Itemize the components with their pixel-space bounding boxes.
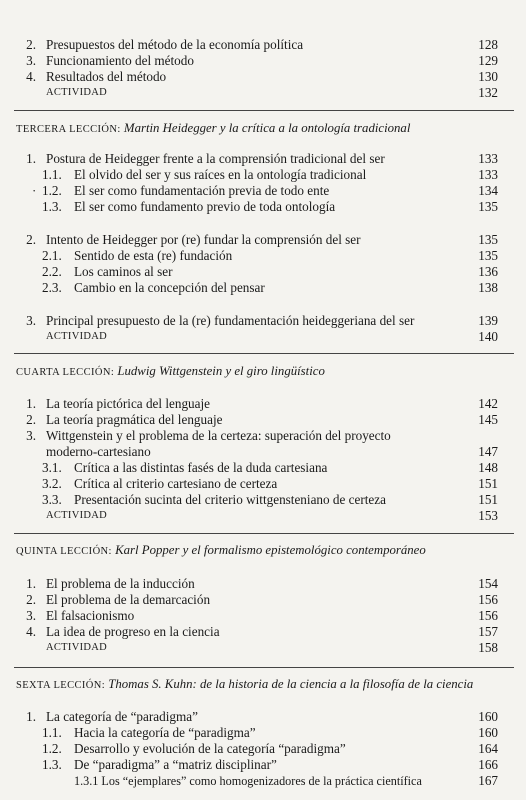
- entry-number: 1.3.: [42, 757, 62, 772]
- entry-title: 1.3.1 Los “ejemplares” como homogenizadores de la práctica científica: [74, 774, 422, 788]
- entry-number: 2.3.: [42, 280, 62, 295]
- entry-number: 3.: [26, 53, 36, 68]
- entry-number: 3.2.: [42, 476, 62, 491]
- activity-entry[interactable]: [0, 508, 526, 524]
- entry-number: 3.3.: [42, 492, 62, 507]
- entry-page: 132: [478, 85, 498, 100]
- entry-page: 147: [478, 444, 498, 459]
- entry-title: moderno-cartesiano: [46, 444, 151, 459]
- entry-title: Wittgenstein y el problema de la certeza: superación del proyecto: [46, 428, 391, 443]
- toc-entry[interactable]: [0, 313, 526, 329]
- entry-page: 157: [478, 624, 498, 639]
- entry-number: 1.2.: [42, 183, 62, 198]
- entry-number: 2.: [26, 232, 36, 247]
- entry-title: Desarrollo y evolución de la categoría “paradigma”: [74, 741, 346, 756]
- entry-number: 4.: [26, 624, 36, 639]
- toc-subentry[interactable]: [0, 183, 526, 199]
- entry-title: Resultados del método: [46, 69, 167, 84]
- toc-entry[interactable]: [0, 709, 526, 725]
- entry-page: 160: [478, 709, 498, 724]
- toc-entry[interactable]: [0, 624, 526, 640]
- entry-page: 130: [478, 69, 498, 84]
- entry-number: 2.2.: [42, 264, 62, 279]
- entry-title: Sentido de esta (re) fundación: [74, 248, 233, 263]
- toc-subentry[interactable]: [0, 264, 526, 280]
- entry-page: 158: [478, 640, 498, 655]
- section-divider: [14, 667, 514, 668]
- entry-number: 3.: [26, 428, 36, 443]
- entry-page: 135: [478, 199, 498, 214]
- activity-label: ACTIVIDAD: [46, 642, 108, 653]
- entry-title: La teoría pictórica del lenguaje: [46, 396, 211, 411]
- entry-title: Crítica al criterio cartesiano de certeza: [74, 476, 278, 491]
- entry-page: 140: [478, 329, 498, 344]
- lesson-label: TERCERA LECCIÓN:: [16, 124, 121, 135]
- entry-title: Presentación sucinta del criterio wittgensteniano de certeza: [74, 492, 386, 507]
- entry-page: 138: [478, 280, 498, 295]
- toc-subentry[interactable]: [0, 167, 526, 183]
- entry-page: 164: [478, 741, 498, 756]
- entry-number: 3.1.: [42, 460, 62, 475]
- entry-page: 151: [478, 492, 498, 507]
- toc-entry[interactable]: [0, 232, 526, 248]
- entry-number: 4.: [26, 69, 36, 84]
- activity-entry[interactable]: [0, 329, 526, 345]
- activity-label: ACTIVIDAD: [46, 510, 108, 521]
- entry-page: 128: [478, 37, 498, 52]
- toc-entry[interactable]: [0, 53, 526, 69]
- toc-subentry[interactable]: [0, 492, 526, 508]
- entry-page: 136: [478, 264, 498, 279]
- entry-number: 1.: [26, 151, 36, 166]
- toc-entry[interactable]: [0, 428, 526, 444]
- entry-number: 3.: [26, 608, 36, 623]
- lesson-label: CUARTA LECCIÓN:: [16, 367, 115, 378]
- toc-entry[interactable]: [0, 396, 526, 412]
- entry-title: De “paradigma” a “matriz disciplinar”: [74, 757, 277, 772]
- entry-page: 167: [478, 773, 498, 788]
- entry-title: Cambio en la concepción del pensar: [74, 280, 265, 295]
- activity-entry[interactable]: [0, 640, 526, 656]
- entry-number: 1.: [26, 709, 36, 724]
- entry-number: 1.1.: [42, 725, 62, 740]
- toc-entry[interactable]: [0, 412, 526, 428]
- entry-title: La teoría pragmática del lenguaje: [46, 412, 223, 427]
- toc-entry[interactable]: [0, 592, 526, 608]
- entry-page: 135: [478, 232, 498, 247]
- section-heading: [16, 542, 426, 558]
- lesson-label: SEXTA LECCIÓN:: [16, 680, 106, 691]
- entry-number: 1.: [26, 576, 36, 591]
- entry-page: 154: [478, 576, 498, 591]
- entry-page: 160: [478, 725, 498, 740]
- entry-page: 139: [478, 313, 498, 328]
- section-divider: [14, 533, 514, 534]
- entry-page: 148: [478, 460, 498, 475]
- section-heading: [16, 676, 473, 692]
- entry-title: Crítica a las distintas fasés de la duda cartesiana: [74, 460, 328, 475]
- entry-number: 1.2.: [42, 741, 62, 756]
- entry-title: Los caminos al ser: [74, 264, 173, 279]
- section-divider: [14, 353, 514, 354]
- lesson-title: Thomas S. Kuhn: de la historia de la ciencia a la filosofía de la ciencia: [108, 677, 474, 691]
- entry-title: El problema de la demarcación: [46, 592, 211, 607]
- entry-number: 2.1.: [42, 248, 62, 263]
- toc-entry[interactable]: [0, 37, 526, 53]
- toc-entry[interactable]: [0, 69, 526, 85]
- entry-title: Hacia la categoría de “paradigma”: [74, 725, 256, 740]
- entry-number: 1.1.: [42, 167, 62, 182]
- entry-number: 2.: [26, 592, 36, 607]
- toc-subentry[interactable]: [0, 248, 526, 264]
- entry-number: 1.: [26, 396, 36, 411]
- activity-label: ACTIVIDAD: [46, 331, 108, 342]
- entry-number: 1.3.: [42, 199, 62, 214]
- entry-title: Presupuestos del método de la economía política: [46, 37, 304, 52]
- toc-entry[interactable]: [0, 576, 526, 592]
- entry-number: 3.: [26, 313, 36, 328]
- toc-entry[interactable]: [0, 151, 526, 167]
- entry-page: 153: [478, 508, 498, 523]
- entry-title: Intento de Heidegger por (re) fundar la comprensión del ser: [46, 232, 361, 247]
- entry-page: 156: [478, 608, 498, 623]
- section-divider: [14, 110, 514, 111]
- entry-page: 135: [478, 248, 498, 263]
- lesson-label: QUINTA LECCIÓN:: [16, 546, 112, 557]
- toc-subentry[interactable]: [0, 460, 526, 476]
- entry-title: Postura de Heidegger frente a la comprensión tradicional del ser: [46, 151, 385, 166]
- lesson-title: Ludwig Wittgenstein y el giro lingüístico: [117, 364, 325, 378]
- entry-title: El ser como fundamentación previa de todo ente: [74, 183, 330, 198]
- toc-subentry[interactable]: [0, 199, 526, 215]
- toc-subentry[interactable]: [0, 476, 526, 492]
- entry-title: El falsacionismo: [46, 608, 135, 623]
- entry-title: El problema de la inducción: [46, 576, 195, 591]
- entry-page: 142: [478, 396, 498, 411]
- section-heading: [16, 363, 325, 379]
- toc-entry[interactable]: [0, 608, 526, 624]
- toc-subentry[interactable]: [0, 757, 526, 773]
- toc-subentry[interactable]: [0, 741, 526, 757]
- entry-title: La idea de progreso en la ciencia: [46, 624, 220, 639]
- entry-page: 134: [478, 183, 498, 198]
- entry-page: 133: [478, 167, 498, 182]
- entry-page: 145: [478, 412, 498, 427]
- entry-page: 151: [478, 476, 498, 491]
- section-heading: [16, 120, 410, 136]
- entry-page: 129: [478, 53, 498, 68]
- entry-number: 2.: [26, 37, 36, 52]
- entry-page: 156: [478, 592, 498, 607]
- lesson-title: Karl Popper y el formalismo epistemológico contemporáneo: [115, 543, 426, 557]
- entry-title: El olvido del ser y sus raíces en la ontología tradicional: [74, 167, 367, 182]
- entry-title: El ser como fundamento previo de toda ontología: [74, 199, 336, 214]
- entry-title: Principal presupuesto de la (re) fundamentación heideggeriana del ser: [46, 313, 415, 328]
- entry-page: 166: [478, 757, 498, 772]
- toc-entry-continuation[interactable]: [0, 444, 526, 460]
- entry-title: La categoría de “paradigma”: [46, 709, 198, 724]
- entry-number: 2.: [26, 412, 36, 427]
- toc-subentry[interactable]: [0, 725, 526, 741]
- entry-page: 133: [478, 151, 498, 166]
- toc-subsubentry[interactable]: [0, 773, 526, 789]
- entry-title: Funcionamiento del método: [46, 53, 194, 68]
- activity-entry[interactable]: [0, 85, 526, 101]
- activity-label: ACTIVIDAD: [46, 87, 108, 98]
- toc-subentry[interactable]: [0, 280, 526, 296]
- stray-dot: ·: [32, 183, 37, 198]
- lesson-title: Martin Heidegger y la crítica a la ontología tradicional: [123, 121, 411, 135]
